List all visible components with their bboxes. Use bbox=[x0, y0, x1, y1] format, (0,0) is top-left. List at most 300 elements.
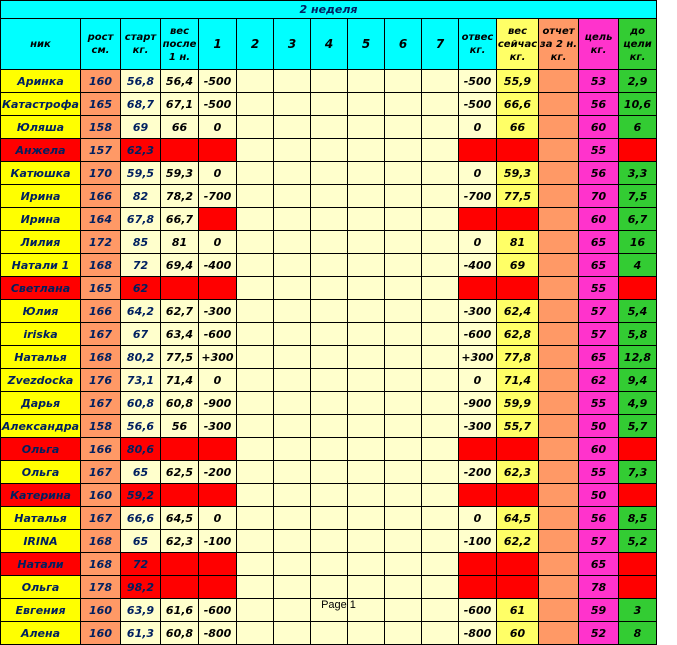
report-cell bbox=[539, 415, 579, 438]
day-2-cell bbox=[237, 415, 274, 438]
day-4-cell bbox=[311, 438, 348, 461]
day-3-cell bbox=[274, 277, 311, 300]
day-6-cell bbox=[385, 461, 422, 484]
day-2-cell bbox=[237, 507, 274, 530]
day-7-cell bbox=[422, 346, 459, 369]
report-cell bbox=[539, 576, 579, 599]
start-weight-cell: 56,8 bbox=[121, 70, 161, 93]
to-goal-cell: 6,7 bbox=[619, 208, 657, 231]
header-loss: отвес кг. bbox=[459, 19, 497, 70]
day-7-cell bbox=[422, 323, 459, 346]
to-goal-cell bbox=[619, 553, 657, 576]
day-6-cell bbox=[385, 530, 422, 553]
table-row bbox=[1, 323, 657, 346]
day-2-cell bbox=[237, 70, 274, 93]
header-to-goal: до цели кг. bbox=[619, 19, 657, 70]
page-footer: Page 1 bbox=[321, 599, 356, 611]
day-6-cell bbox=[385, 185, 422, 208]
header-day-4: 4 bbox=[311, 19, 348, 70]
height-cell: 178 bbox=[81, 576, 121, 599]
day-5-cell bbox=[348, 185, 385, 208]
height-cell: 172 bbox=[81, 231, 121, 254]
day-5-cell bbox=[348, 93, 385, 116]
after-week1-cell: 71,4 bbox=[161, 369, 199, 392]
day-1-cell: -500 bbox=[199, 93, 237, 116]
report-cell bbox=[539, 369, 579, 392]
nick-cell: Дарья bbox=[1, 392, 81, 415]
day-1-cell bbox=[199, 208, 237, 231]
table-row bbox=[1, 139, 657, 162]
goal-cell: 50 bbox=[579, 415, 619, 438]
report-cell bbox=[539, 70, 579, 93]
start-weight-cell: 62,3 bbox=[121, 139, 161, 162]
current-weight-cell bbox=[497, 553, 539, 576]
report-cell bbox=[539, 323, 579, 346]
header-after1: вес после 1 н. bbox=[161, 19, 199, 70]
to-goal-cell: 2,9 bbox=[619, 70, 657, 93]
to-goal-cell: 5,2 bbox=[619, 530, 657, 553]
day-2-cell bbox=[237, 323, 274, 346]
current-weight-cell: 69 bbox=[497, 254, 539, 277]
height-cell: 166 bbox=[81, 300, 121, 323]
report-cell bbox=[539, 392, 579, 415]
height-cell: 167 bbox=[81, 323, 121, 346]
report-cell bbox=[539, 162, 579, 185]
day-2-cell bbox=[237, 576, 274, 599]
day-2-cell bbox=[237, 369, 274, 392]
table-row bbox=[1, 231, 657, 254]
day-3-cell bbox=[274, 70, 311, 93]
day-4-cell bbox=[311, 254, 348, 277]
height-cell: 167 bbox=[81, 392, 121, 415]
day-2-cell bbox=[237, 392, 274, 415]
after-week1-cell: 56,4 bbox=[161, 70, 199, 93]
day-1-cell: -600 bbox=[199, 323, 237, 346]
day-2-cell bbox=[237, 530, 274, 553]
day-5-cell bbox=[348, 415, 385, 438]
loss-cell: 0 bbox=[459, 116, 497, 139]
table-row bbox=[1, 277, 657, 300]
current-weight-cell bbox=[497, 438, 539, 461]
current-weight-cell bbox=[497, 576, 539, 599]
nick-cell: Анжела bbox=[1, 139, 81, 162]
day-4-cell bbox=[311, 576, 348, 599]
day-3-cell bbox=[274, 254, 311, 277]
loss-cell: 0 bbox=[459, 507, 497, 530]
day-1-cell bbox=[199, 139, 237, 162]
day-4-cell bbox=[311, 461, 348, 484]
nick-cell: Аринка bbox=[1, 70, 81, 93]
day-6-cell bbox=[385, 277, 422, 300]
day-6-cell bbox=[385, 622, 422, 645]
goal-cell: 55 bbox=[579, 277, 619, 300]
day-6-cell bbox=[385, 116, 422, 139]
day-4-cell bbox=[311, 116, 348, 139]
goal-cell: 56 bbox=[579, 93, 619, 116]
report-cell bbox=[539, 139, 579, 162]
height-cell: 166 bbox=[81, 185, 121, 208]
start-weight-cell: 73,1 bbox=[121, 369, 161, 392]
day-4-cell bbox=[311, 93, 348, 116]
to-goal-cell bbox=[619, 277, 657, 300]
day-6-cell bbox=[385, 254, 422, 277]
nick-cell: IRINA bbox=[1, 530, 81, 553]
day-7-cell bbox=[422, 461, 459, 484]
report-cell bbox=[539, 461, 579, 484]
day-5-cell bbox=[348, 622, 385, 645]
day-5-cell bbox=[348, 70, 385, 93]
day-5-cell bbox=[348, 576, 385, 599]
header-nick: ник bbox=[1, 19, 81, 70]
day-4-cell bbox=[311, 323, 348, 346]
loss-cell: +300 bbox=[459, 346, 497, 369]
day-2-cell bbox=[237, 622, 274, 645]
day-4-cell bbox=[311, 369, 348, 392]
table-row bbox=[1, 507, 657, 530]
to-goal-cell: 10,6 bbox=[619, 93, 657, 116]
after-week1-cell: 62,3 bbox=[161, 530, 199, 553]
table-row bbox=[1, 116, 657, 139]
height-cell: 158 bbox=[81, 116, 121, 139]
loss-cell bbox=[459, 277, 497, 300]
day-5-cell bbox=[348, 116, 385, 139]
loss-cell: -200 bbox=[459, 461, 497, 484]
current-weight-cell: 62,8 bbox=[497, 323, 539, 346]
start-weight-cell: 72 bbox=[121, 553, 161, 576]
day-1-cell bbox=[199, 484, 237, 507]
day-3-cell bbox=[274, 139, 311, 162]
day-6-cell bbox=[385, 392, 422, 415]
day-4-cell bbox=[311, 70, 348, 93]
goal-cell: 56 bbox=[579, 162, 619, 185]
report-cell bbox=[539, 622, 579, 645]
to-goal-cell bbox=[619, 438, 657, 461]
after-week1-cell: 67,1 bbox=[161, 93, 199, 116]
day-6-cell bbox=[385, 484, 422, 507]
day-1-cell: -400 bbox=[199, 254, 237, 277]
nick-cell: Евгения bbox=[1, 599, 81, 622]
day-7-cell bbox=[422, 438, 459, 461]
start-weight-cell: 62 bbox=[121, 277, 161, 300]
day-5-cell bbox=[348, 162, 385, 185]
day-1-cell: 0 bbox=[199, 231, 237, 254]
height-cell: 176 bbox=[81, 369, 121, 392]
day-1-cell: -800 bbox=[199, 622, 237, 645]
table-row bbox=[1, 530, 657, 553]
loss-cell: 0 bbox=[459, 162, 497, 185]
day-1-cell: -300 bbox=[199, 415, 237, 438]
nick-cell: Ольга bbox=[1, 461, 81, 484]
day-5-cell bbox=[348, 208, 385, 231]
current-weight-cell: 66,6 bbox=[497, 93, 539, 116]
to-goal-cell: 6 bbox=[619, 116, 657, 139]
table-row bbox=[1, 461, 657, 484]
day-4-cell bbox=[311, 507, 348, 530]
day-7-cell bbox=[422, 162, 459, 185]
table-row bbox=[1, 70, 657, 93]
after-week1-cell: 61,6 bbox=[161, 599, 199, 622]
start-weight-cell: 59,5 bbox=[121, 162, 161, 185]
nick-cell: Катастрофа bbox=[1, 93, 81, 116]
nick-cell: Натали bbox=[1, 553, 81, 576]
table-row bbox=[1, 346, 657, 369]
to-goal-cell: 5,8 bbox=[619, 323, 657, 346]
height-cell: 160 bbox=[81, 484, 121, 507]
day-4-cell bbox=[311, 346, 348, 369]
table-row bbox=[1, 576, 657, 599]
day-5-cell bbox=[348, 139, 385, 162]
day-5-cell bbox=[348, 277, 385, 300]
after-week1-cell bbox=[161, 438, 199, 461]
after-week1-cell: 56 bbox=[161, 415, 199, 438]
nick-cell: Наталья bbox=[1, 346, 81, 369]
start-weight-cell: 80,2 bbox=[121, 346, 161, 369]
header-start: старт кг. bbox=[121, 19, 161, 70]
day-2-cell bbox=[237, 116, 274, 139]
loss-cell: -700 bbox=[459, 185, 497, 208]
day-5-cell bbox=[348, 323, 385, 346]
nick-cell: Юлия bbox=[1, 300, 81, 323]
day-6-cell bbox=[385, 70, 422, 93]
goal-cell: 70 bbox=[579, 185, 619, 208]
after-week1-cell: 81 bbox=[161, 231, 199, 254]
day-2-cell bbox=[237, 553, 274, 576]
height-cell: 157 bbox=[81, 139, 121, 162]
day-7-cell bbox=[422, 392, 459, 415]
start-weight-cell: 64,2 bbox=[121, 300, 161, 323]
nick-cell: Светлана bbox=[1, 277, 81, 300]
nick-cell: Александра bbox=[1, 415, 81, 438]
height-cell: 168 bbox=[81, 553, 121, 576]
day-5-cell bbox=[348, 438, 385, 461]
day-7-cell bbox=[422, 208, 459, 231]
goal-cell: 59 bbox=[579, 599, 619, 622]
start-weight-cell: 72 bbox=[121, 254, 161, 277]
day-3-cell bbox=[274, 369, 311, 392]
current-weight-cell: 66 bbox=[497, 116, 539, 139]
goal-cell: 57 bbox=[579, 530, 619, 553]
day-5-cell bbox=[348, 346, 385, 369]
loss-cell: -100 bbox=[459, 530, 497, 553]
nick-cell: Ирина bbox=[1, 208, 81, 231]
current-weight-cell: 81 bbox=[497, 231, 539, 254]
height-cell: 164 bbox=[81, 208, 121, 231]
loss-cell: -600 bbox=[459, 323, 497, 346]
day-3-cell bbox=[274, 484, 311, 507]
after-week1-cell: 63,4 bbox=[161, 323, 199, 346]
start-weight-cell: 56,6 bbox=[121, 415, 161, 438]
day-3-cell bbox=[274, 323, 311, 346]
day-1-cell bbox=[199, 576, 237, 599]
day-1-cell: -300 bbox=[199, 300, 237, 323]
day-4-cell bbox=[311, 277, 348, 300]
day-3-cell bbox=[274, 507, 311, 530]
day-7-cell bbox=[422, 415, 459, 438]
after-week1-cell bbox=[161, 139, 199, 162]
report-cell bbox=[539, 438, 579, 461]
day-7-cell bbox=[422, 231, 459, 254]
to-goal-cell bbox=[619, 576, 657, 599]
day-6-cell bbox=[385, 553, 422, 576]
day-3-cell bbox=[274, 461, 311, 484]
loss-cell: -800 bbox=[459, 622, 497, 645]
goal-cell: 65 bbox=[579, 553, 619, 576]
start-weight-cell: 60,8 bbox=[121, 392, 161, 415]
current-weight-cell: 61 bbox=[497, 599, 539, 622]
to-goal-cell: 7,3 bbox=[619, 461, 657, 484]
loss-cell: -500 bbox=[459, 70, 497, 93]
day-2-cell bbox=[237, 208, 274, 231]
loss-cell: 0 bbox=[459, 369, 497, 392]
table-row bbox=[1, 162, 657, 185]
after-week1-cell: 69,4 bbox=[161, 254, 199, 277]
nick-cell: Натали 1 bbox=[1, 254, 81, 277]
day-4-cell bbox=[311, 415, 348, 438]
day-7-cell bbox=[422, 553, 459, 576]
after-week1-cell: 66 bbox=[161, 116, 199, 139]
nick-cell: Юляша bbox=[1, 116, 81, 139]
week-title-row bbox=[1, 1, 657, 19]
day-1-cell: -200 bbox=[199, 461, 237, 484]
after-week1-cell bbox=[161, 484, 199, 507]
day-3-cell bbox=[274, 185, 311, 208]
day-1-cell: +300 bbox=[199, 346, 237, 369]
day-5-cell bbox=[348, 392, 385, 415]
to-goal-cell: 12,8 bbox=[619, 346, 657, 369]
report-cell bbox=[539, 530, 579, 553]
table-row bbox=[1, 484, 657, 507]
day-2-cell bbox=[237, 93, 274, 116]
day-6-cell bbox=[385, 208, 422, 231]
day-5-cell bbox=[348, 461, 385, 484]
report-cell bbox=[539, 553, 579, 576]
day-7-cell bbox=[422, 139, 459, 162]
day-3-cell bbox=[274, 300, 311, 323]
start-weight-cell: 65 bbox=[121, 530, 161, 553]
goal-cell: 55 bbox=[579, 392, 619, 415]
current-weight-cell: 71,4 bbox=[497, 369, 539, 392]
day-2-cell bbox=[237, 231, 274, 254]
day-2-cell bbox=[237, 346, 274, 369]
report-cell bbox=[539, 116, 579, 139]
after-week1-cell bbox=[161, 553, 199, 576]
goal-cell: 65 bbox=[579, 231, 619, 254]
header-day-3: 3 bbox=[274, 19, 311, 70]
day-7-cell bbox=[422, 300, 459, 323]
day-7-cell bbox=[422, 93, 459, 116]
day-7-cell bbox=[422, 254, 459, 277]
nick-cell: Ольга bbox=[1, 576, 81, 599]
day-3-cell bbox=[274, 231, 311, 254]
current-weight-cell: 60 bbox=[497, 622, 539, 645]
after-week1-cell: 78,2 bbox=[161, 185, 199, 208]
day-6-cell bbox=[385, 369, 422, 392]
start-weight-cell: 66,6 bbox=[121, 507, 161, 530]
goal-cell: 53 bbox=[579, 70, 619, 93]
day-4-cell bbox=[311, 392, 348, 415]
day-2-cell bbox=[237, 277, 274, 300]
day-4-cell bbox=[311, 300, 348, 323]
start-weight-cell: 63,9 bbox=[121, 599, 161, 622]
day-1-cell: -600 bbox=[199, 599, 237, 622]
day-6-cell bbox=[385, 300, 422, 323]
goal-cell: 62 bbox=[579, 369, 619, 392]
current-weight-cell: 77,8 bbox=[497, 346, 539, 369]
day-6-cell bbox=[385, 346, 422, 369]
day-7-cell bbox=[422, 576, 459, 599]
day-4-cell bbox=[311, 208, 348, 231]
day-4-cell bbox=[311, 185, 348, 208]
header-goal: цель кг. bbox=[579, 19, 619, 70]
height-cell: 168 bbox=[81, 346, 121, 369]
day-1-cell bbox=[199, 438, 237, 461]
goal-cell: 56 bbox=[579, 507, 619, 530]
day-6-cell bbox=[385, 415, 422, 438]
loss-cell bbox=[459, 208, 497, 231]
goal-cell: 52 bbox=[579, 622, 619, 645]
after-week1-cell: 77,5 bbox=[161, 346, 199, 369]
report-cell bbox=[539, 208, 579, 231]
day-3-cell bbox=[274, 93, 311, 116]
after-week1-cell: 62,7 bbox=[161, 300, 199, 323]
nick-cell: Лилия bbox=[1, 231, 81, 254]
table-row bbox=[1, 369, 657, 392]
week-title: 2 неделя bbox=[1, 1, 657, 19]
day-3-cell bbox=[274, 622, 311, 645]
report-cell bbox=[539, 93, 579, 116]
day-2-cell bbox=[237, 185, 274, 208]
header-height: рост см. bbox=[81, 19, 121, 70]
header-current: вес сейчас кг. bbox=[497, 19, 539, 70]
day-5-cell bbox=[348, 484, 385, 507]
to-goal-cell: 8 bbox=[619, 622, 657, 645]
report-cell bbox=[539, 300, 579, 323]
to-goal-cell: 5,4 bbox=[619, 300, 657, 323]
current-weight-cell bbox=[497, 139, 539, 162]
day-3-cell bbox=[274, 208, 311, 231]
height-cell: 165 bbox=[81, 277, 121, 300]
day-1-cell: 0 bbox=[199, 369, 237, 392]
day-3-cell bbox=[274, 346, 311, 369]
day-2-cell bbox=[237, 438, 274, 461]
nick-cell: Катерина bbox=[1, 484, 81, 507]
loss-cell: -400 bbox=[459, 254, 497, 277]
goal-cell: 65 bbox=[579, 254, 619, 277]
loss-cell bbox=[459, 139, 497, 162]
report-cell bbox=[539, 277, 579, 300]
after-week1-cell: 66,7 bbox=[161, 208, 199, 231]
day-6-cell bbox=[385, 507, 422, 530]
height-cell: 165 bbox=[81, 93, 121, 116]
day-5-cell bbox=[348, 369, 385, 392]
nick-cell: iriska bbox=[1, 323, 81, 346]
start-weight-cell: 65 bbox=[121, 461, 161, 484]
day-3-cell bbox=[274, 162, 311, 185]
loss-cell: 0 bbox=[459, 231, 497, 254]
day-3-cell bbox=[274, 576, 311, 599]
table-row bbox=[1, 622, 657, 645]
goal-cell: 50 bbox=[579, 484, 619, 507]
current-weight-cell bbox=[497, 208, 539, 231]
to-goal-cell: 4,9 bbox=[619, 392, 657, 415]
header-day-6: 6 bbox=[385, 19, 422, 70]
day-6-cell bbox=[385, 323, 422, 346]
start-weight-cell: 69 bbox=[121, 116, 161, 139]
loss-cell: -600 bbox=[459, 599, 497, 622]
start-weight-cell: 59,2 bbox=[121, 484, 161, 507]
start-weight-cell: 85 bbox=[121, 231, 161, 254]
goal-cell: 55 bbox=[579, 461, 619, 484]
